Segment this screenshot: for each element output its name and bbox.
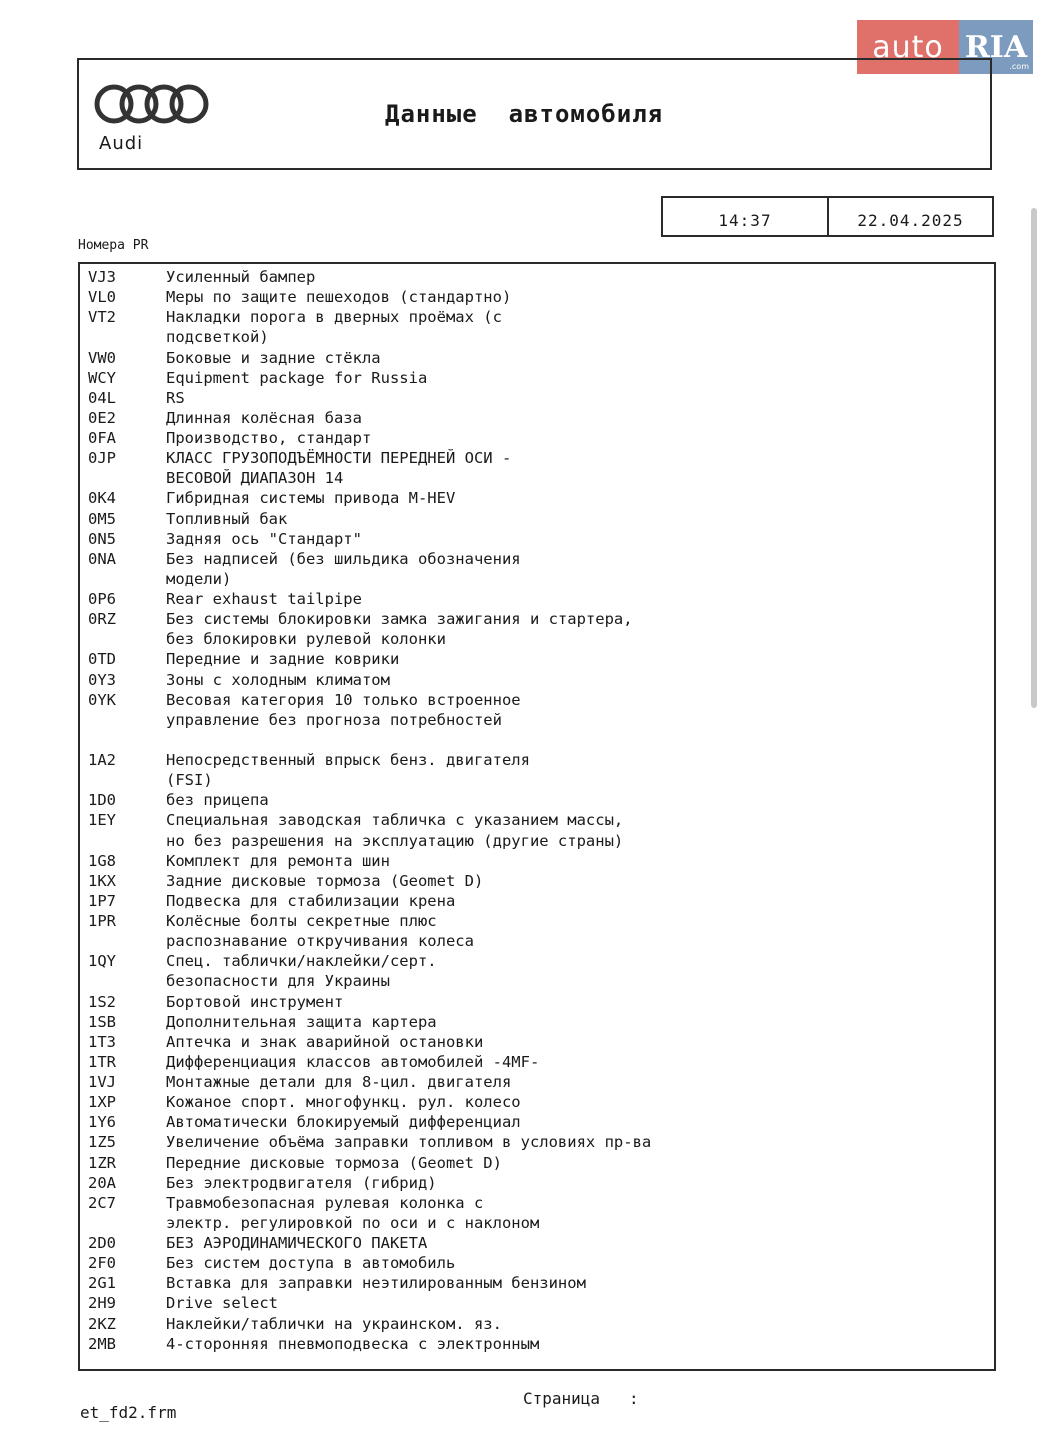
pr-code: 1XP (88, 1093, 116, 1112)
watermark-ria-text: RIA (964, 29, 1028, 65)
pr-code-row (88, 1233, 986, 1253)
pr-description: Спец. таблички/наклейки/серт. безопасности для Украины (166, 952, 437, 991)
watermark-com: .com (1009, 62, 1029, 71)
pr-code: 0RZ (88, 610, 116, 629)
pr-code-row (88, 488, 986, 508)
pr-description: Накладки порога в дверных проёмах (с подсветкой) (166, 308, 502, 347)
pr-code: 1SB (88, 1012, 116, 1031)
pr-code: 2H9 (88, 1294, 116, 1313)
pr-code: 0K4 (88, 489, 116, 508)
pr-code-rows (88, 267, 986, 1354)
pr-code: 1G8 (88, 851, 116, 870)
pr-code-row (88, 609, 986, 649)
pr-code-row (88, 690, 986, 730)
pr-code: 0N5 (88, 529, 116, 548)
pr-code: 2G1 (88, 1274, 116, 1293)
pr-description: Зоны с холодным климатом (166, 670, 390, 689)
pr-description: Боковые и задние стёкла (166, 348, 381, 367)
page-title: Данные автомобиля (385, 100, 664, 128)
pr-code: 0Y3 (88, 670, 116, 689)
pr-code: 0FA (88, 429, 116, 447)
pr-description: Специальная заводская табличка с указанием массы, но без разрешения на эксплуатацию (другие страны) (166, 811, 624, 850)
pr-description: Производство, стандарт (166, 429, 372, 447)
pr-description: Задние дисковые тормоза (Geomet D) (166, 871, 484, 890)
pr-description: Непосредственный впрыск бенз. двигателя (FSI) (166, 751, 530, 790)
pr-description: Аптечка и знак аварийной остановки (166, 1032, 484, 1051)
pr-description: Монтажные детали для 8-цил. двигателя (166, 1073, 512, 1091)
pr-description: Меры по защите пешеходов (стандартно) (166, 288, 512, 307)
pr-code: 1PR (88, 912, 116, 930)
pr-description: Дополнительная защита картера (166, 1012, 437, 1031)
pr-description: 4-сторонняя пневмоподвеска с электронным (166, 1334, 540, 1353)
pr-code-row (88, 287, 986, 307)
pr-code-row (88, 428, 986, 448)
pr-code: 1A2 (88, 751, 116, 769)
pr-code-row (88, 1253, 986, 1273)
brand-name: Audi (99, 133, 144, 154)
pr-code: 1EY (88, 811, 116, 830)
section-label: Номера PR (78, 238, 149, 253)
pr-code: 04L (88, 388, 116, 407)
pr-code: 1S2 (88, 992, 116, 1011)
pr-code-row (88, 790, 986, 810)
pr-description: КЛАСС ГРУЗОПОДЪЁМНОСТИ ПЕРЕДНЕЙ ОСИ - ВЕСОВОЙ ДИАПАЗОН 14 (166, 449, 512, 488)
pr-code-row (88, 1314, 986, 1334)
pr-code-row (88, 1092, 986, 1112)
pr-code: 20A (88, 1173, 116, 1192)
pr-code-row (88, 1293, 986, 1313)
date-value: 22.04.2025 (857, 211, 964, 230)
pr-description: Rear exhaust tailpipe (166, 590, 362, 608)
pr-code-row (88, 1072, 986, 1092)
pr-code-row (88, 549, 986, 589)
form-filename: et_fd2.frm (80, 1403, 177, 1422)
pr-code-row (88, 267, 986, 287)
pr-code-row (88, 348, 986, 368)
pr-description: Дифференциация классов автомобилей -4MF- (166, 1052, 540, 1071)
pr-code-row (88, 750, 986, 790)
pr-description: Увеличение объёма заправки топливом в условиях пр-ва (166, 1133, 652, 1152)
document-header (77, 58, 992, 170)
time-value: 14:37 (663, 198, 829, 235)
pr-code-row (88, 891, 986, 911)
pr-code: 1ZR (88, 1153, 116, 1172)
pr-code-row (88, 388, 986, 408)
pr-code: 0JP (88, 449, 116, 468)
pr-description: Задняя ось "Стандарт" (166, 529, 362, 548)
pr-code-row (88, 1153, 986, 1173)
pr-code-row (88, 408, 986, 428)
pr-code-row (88, 1012, 986, 1032)
watermark-auto: auto (857, 20, 959, 74)
pr-code-row (88, 368, 986, 388)
pr-code: 1VJ (88, 1073, 116, 1091)
pr-description: RS (166, 388, 185, 407)
pr-description: Equipment package for Russia (166, 368, 428, 387)
pr-description: БЕЗ АЭРОДИНАМИЧЕСКОГО ПАКЕТА (166, 1234, 428, 1252)
pr-description: Вставка для заправки неэтилированным бензином (166, 1274, 586, 1293)
pr-code: 1D0 (88, 791, 116, 810)
pr-description: Drive select (166, 1294, 278, 1313)
pr-code: 0YK (88, 690, 116, 709)
pr-description: Комплект для ремонта шин (166, 851, 390, 870)
row-spacer (88, 730, 986, 750)
audi-rings-icon (93, 82, 213, 126)
pr-code: 1Y6 (88, 1113, 116, 1132)
pr-code-row (88, 992, 986, 1012)
pr-description: Передние и задние коврики (166, 650, 400, 669)
pr-code-row (88, 589, 986, 609)
pr-code-row (88, 1112, 986, 1132)
pr-description: Весовая категория 10 только встроенное управление без прогноза потребностей (166, 690, 521, 729)
pr-code-row (88, 1193, 986, 1233)
pr-code: 2MB (88, 1334, 116, 1353)
pr-code: 2F0 (88, 1254, 116, 1273)
pr-code-row (88, 911, 986, 951)
pr-description: без прицепа (166, 791, 269, 810)
pr-code-row (88, 529, 986, 549)
pr-code-list (78, 262, 996, 1371)
pr-code-row (88, 851, 986, 871)
pr-code-row (88, 1032, 986, 1052)
pr-description: Длинная колёсная база (166, 408, 362, 427)
pr-description: Травмобезопасная рулевая колонка с электр. регулировкой по оси и с наклоном (166, 1193, 540, 1232)
pr-code: 1T3 (88, 1032, 116, 1051)
pr-code: WCY (88, 368, 116, 387)
pr-code: 1KX (88, 871, 116, 890)
pr-code: 1QY (88, 952, 116, 971)
pr-description: Без надписей (без шильдика обозначения модели) (166, 549, 521, 588)
pr-code: 0E2 (88, 408, 116, 427)
pr-code: 2D0 (88, 1234, 116, 1252)
pr-code-row (88, 670, 986, 690)
pr-code: VJ3 (88, 268, 116, 286)
pr-code-row (88, 1334, 986, 1354)
pr-code-row (88, 810, 986, 850)
pr-code-row (88, 1173, 986, 1193)
pr-code: 0TD (88, 650, 116, 669)
pr-code: 1Z5 (88, 1133, 116, 1152)
pr-description: Наклейки/таблички на украинском. яз. (166, 1314, 502, 1333)
pr-code: VT2 (88, 308, 116, 327)
pr-code: 0NA (88, 549, 116, 568)
pr-code-row (88, 871, 986, 891)
pr-description: Без системы блокировки замка зажигания и стартера, без блокировки рулевой колонки (166, 610, 633, 649)
page-number-label: Страница : (523, 1389, 639, 1408)
pr-description: Кожаное спорт. многофункц. рул. колесо (166, 1093, 521, 1112)
pr-code: 1TR (88, 1052, 116, 1071)
pr-description: Передние дисковые тормоза (Geomet D) (166, 1153, 502, 1172)
pr-code-row (88, 1273, 986, 1293)
pr-description: Гибридная системы привода M-HEV (166, 489, 456, 508)
pr-code-row (88, 307, 986, 347)
timestamp-box (661, 196, 994, 237)
pr-code-row (88, 1052, 986, 1072)
pr-description: Без электродвигателя (гибрид) (166, 1173, 437, 1192)
scrollbar[interactable] (1031, 208, 1037, 708)
pr-code: 2C7 (88, 1193, 116, 1212)
pr-description: Без систем доступа в автомобиль (166, 1254, 456, 1273)
pr-code-row (88, 649, 986, 669)
pr-code: 2KZ (88, 1314, 116, 1333)
pr-description: Колёсные болты секретные плюс распознавание откручивания колеса (166, 912, 474, 951)
pr-code: VL0 (88, 288, 116, 307)
pr-code-row (88, 448, 986, 488)
pr-code: 1P7 (88, 891, 116, 910)
pr-code-row (88, 1132, 986, 1152)
pr-description: Автоматически блокируемый дифференциал (166, 1113, 521, 1132)
pr-description: Бортовой инструмент (166, 992, 344, 1011)
pr-code-row (88, 509, 986, 529)
pr-code: 0P6 (88, 590, 116, 608)
pr-code: VW0 (88, 348, 116, 367)
pr-code-row (88, 951, 986, 991)
pr-description: Усиленный бампер (166, 268, 316, 286)
pr-code: 0M5 (88, 509, 116, 528)
pr-description: Подвеска для стабилизации крена (166, 891, 456, 910)
pr-description: Топливный бак (166, 509, 288, 528)
